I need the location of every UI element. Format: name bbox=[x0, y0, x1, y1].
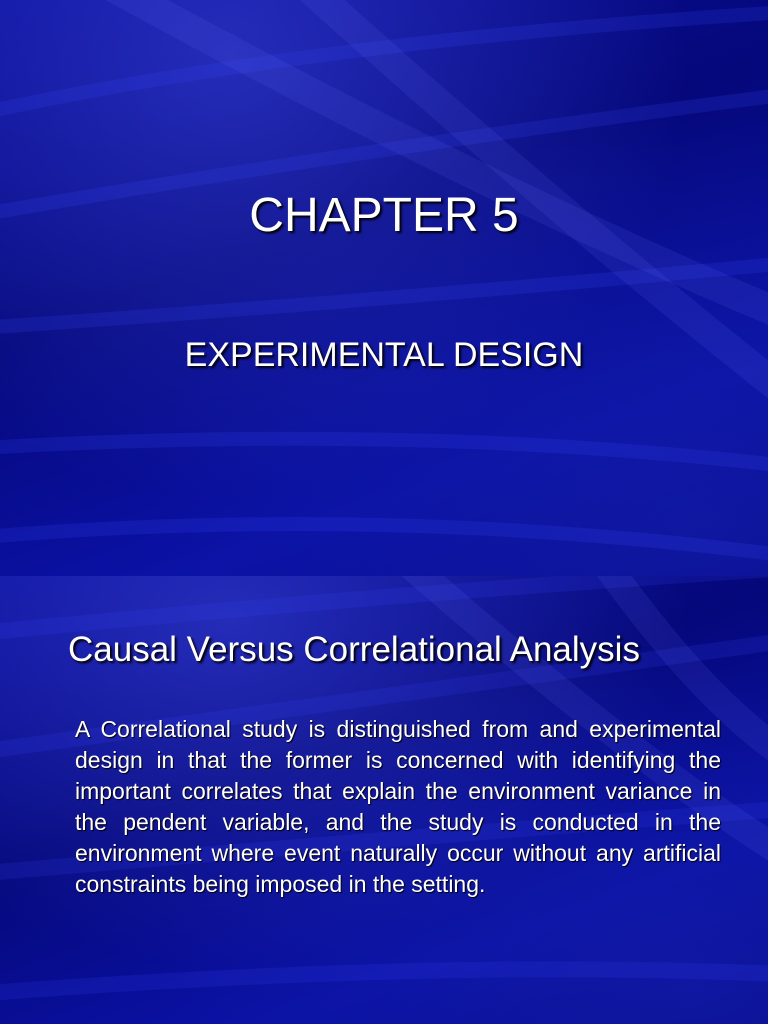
slide-causal-vs-correlational bbox=[0, 576, 768, 1024]
chapter-title: CHAPTER 5 bbox=[249, 189, 519, 242]
section-title: Causal Versus Correlational Analysis bbox=[68, 630, 640, 669]
chapter-subtitle: EXPERIMENTAL DESIGN bbox=[184, 336, 584, 374]
section-body-paragraph: A Correlational study is distinguished from and experimental design in that the former is concerned with identifying the important correlates that explain the environment variance in the pendent variable, and the study is conducted in the environment where event naturally occur without any artificial constraints being imposed in the setting. bbox=[75, 716, 721, 897]
